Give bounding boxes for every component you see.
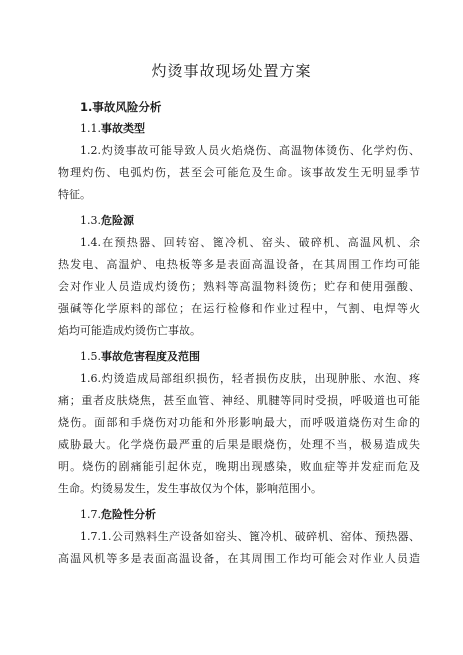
document-body xyxy=(58,96,420,570)
paragraph-line: 威胁最大。化学烧伤最严重的后果是眼烧伤，处理不当，极易造成失 xyxy=(58,438,420,451)
subsection-title: 事故类型 xyxy=(101,122,145,135)
paragraph-line: 物理灼伤、电弧灼伤，甚至会可能危及生命。该事故发生无明显季节 xyxy=(58,166,420,179)
paragraph-line: 高温风机等多是表面高温设备，在其周围工作均可能会对作业人员造 xyxy=(58,552,420,565)
subsection-heading-harm-degree xyxy=(58,346,420,368)
document-title: 灼烫事故现场处置方案 xyxy=(151,62,312,80)
subsection-title: 危险源 xyxy=(101,214,134,227)
paragraph-line: 焰均可能造成灼烫伤亡事故。 xyxy=(58,324,201,337)
subsection-heading-hazard-source xyxy=(58,210,420,232)
paragraph-line: 生命。灼烫易发生，发生事故仅为个体，影响范围小。 xyxy=(58,482,322,495)
paragraph-line: 强碱等化学原料的部位；在运行检修和作业过程中，气割、电焊等火 xyxy=(58,302,420,315)
paragraph-line: 特征。 xyxy=(58,188,91,201)
paragraph-line: 1.4.在预热器、回转窑、篦冷机、窑头、破碎机、高温风机、余 xyxy=(80,236,420,249)
subsection-title: 危险性分析 xyxy=(101,508,156,521)
paragraph-line: 1.6.灼烫造成局部组织损伤，轻者损伤皮肤，出现肿胀、水泡、疼 xyxy=(80,372,420,385)
paragraph-line: 1.2.灼烫事故可能导致人员火焰烧伤、高温物体烫伤、化学灼伤、 xyxy=(80,144,420,157)
paragraph-line: 明。烧伤的剧痛能引起休克，晚期出现感染，败血症等并发症而危及 xyxy=(58,460,420,473)
paragraph-line: 烧伤。面部和手烧伤对功能和外形影响最大，而呼吸道烧伤对生命的 xyxy=(58,416,420,429)
subsection-heading-accident-type xyxy=(58,118,420,140)
paragraph-line: 1.7.1.公司熟料生产设备如窑头、篦冷机、破碎机、窑体、预热器、 xyxy=(80,530,420,543)
subsection-number: 1.1. xyxy=(80,122,101,135)
subsection-number: 1.7. xyxy=(80,508,101,521)
paragraph-line: 痛；重者皮肤烧焦，甚至血管、神经、肌腱等同时受损，呼吸道也可能 xyxy=(58,394,420,407)
subsection-number: 1.3. xyxy=(80,214,101,227)
subsection-number: 1.5. xyxy=(80,350,101,363)
paragraph-line: 会对作业人员造成灼烫伤；熟料等高温物料烫伤；贮存和使用强酸、 xyxy=(58,280,420,293)
subsection-heading-risk-analysis xyxy=(58,504,420,526)
paragraph-line: 热发电、高温炉、电热板等多是表面高温设备，在其周围工作均可能 xyxy=(58,258,420,271)
section-heading-risk-analysis: 1.事故风险分析 xyxy=(80,100,162,114)
subsection-title: 事故危害程度及范围 xyxy=(101,350,200,363)
